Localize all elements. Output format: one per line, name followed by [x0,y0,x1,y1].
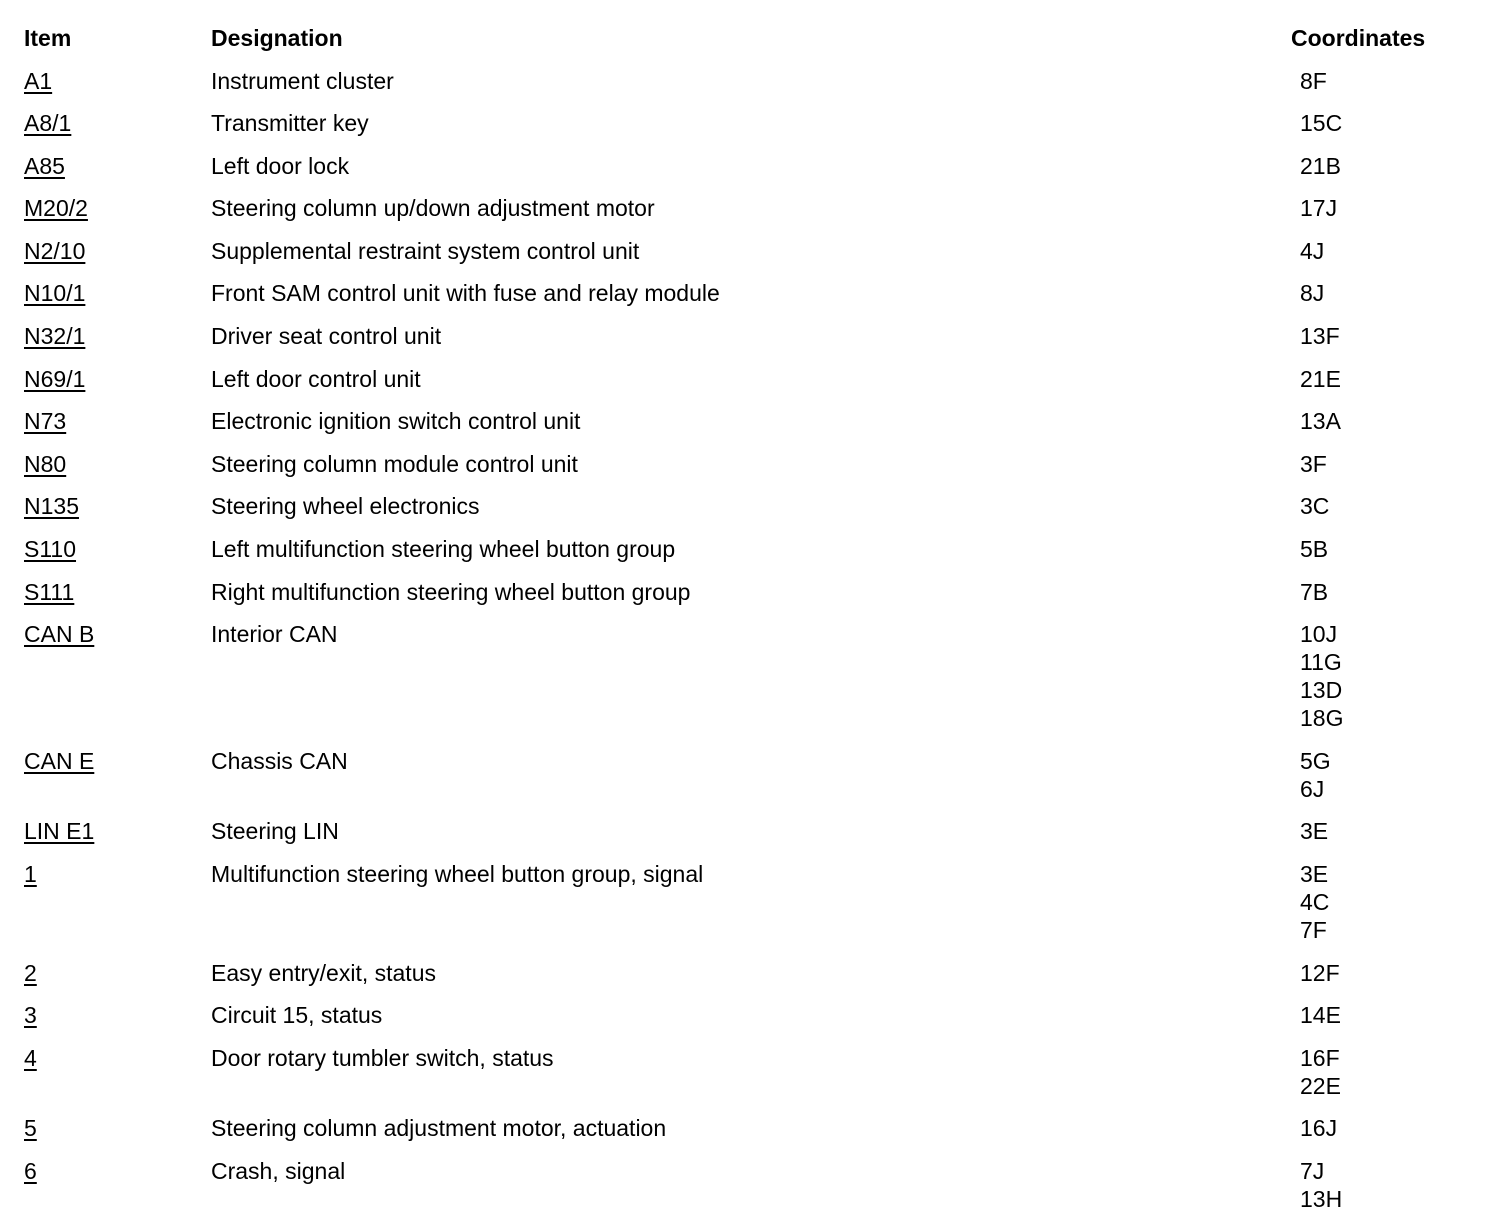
coordinates-cell [1291,860,1329,944]
table-row [24,1157,1484,1213]
table-row [24,578,1484,606]
table-row [24,1001,1484,1029]
designation-cell: Supplemental restraint system control unit [211,237,640,264]
item-link[interactable]: 5 [24,1115,37,1142]
item-link[interactable]: N32/1 [24,323,86,350]
designation-cell: Circuit 15, status [211,1002,383,1029]
item-link[interactable]: 2 [24,959,37,986]
coordinate-value: 5B [1300,536,1329,563]
designation-cell: Steering LIN [211,818,339,845]
item-cell [24,535,211,563]
coordinate-value: 13D [1300,677,1343,704]
designation-cell: Steering column adjustment motor, actuation [211,1115,667,1142]
item-link[interactable]: M20/2 [24,195,88,222]
coordinates-cell [1291,109,1342,137]
coordinates-cell [1291,535,1328,563]
designation-cell: Door rotary tumbler switch, status [211,1044,554,1071]
coordinate-value: 10J [1300,621,1338,648]
table-row [24,959,1484,987]
table-row [24,194,1484,222]
table-row [24,620,1484,732]
table-row [24,817,1484,845]
table-row [24,67,1484,95]
table-row [24,492,1484,520]
coordinates-cell [1291,67,1327,95]
coordinate-value: 6J [1300,775,1325,802]
coordinate-value: 22E [1300,1072,1341,1099]
coordinate-value: 15C [1300,110,1343,137]
designation-cell: Multifunction steering wheel button group, signal [211,861,704,887]
item-cell [24,109,211,137]
designation-cell: Front SAM control unit with fuse and relay module [211,280,720,307]
coordinate-value: 4C [1300,889,1330,915]
item-cell [24,407,211,435]
item-cell [24,492,211,520]
designation-cell: Interior CAN [211,621,338,648]
legend-table [24,24,1484,1228]
coordinate-value: 13H [1300,1185,1343,1212]
designation-cell: Crash, signal [211,1157,346,1184]
coordinate-value: 8F [1300,67,1327,94]
coordinates-cell [1291,578,1328,606]
item-cell [24,194,211,222]
item-link[interactable]: N10/1 [24,280,86,307]
item-link[interactable]: LIN E1 [24,818,95,845]
designation-cell: Transmitter key [211,110,369,137]
table-row [24,365,1484,393]
table-row [24,152,1484,180]
coordinates-cell [1291,279,1324,307]
item-link[interactable]: N80 [24,450,67,477]
item-cell [24,450,211,478]
table-row [24,1044,1484,1100]
item-cell [24,279,211,307]
coordinates-cell [1291,365,1341,393]
item-link[interactable]: N69/1 [24,365,86,392]
item-link[interactable]: A1 [24,67,53,94]
coordinate-value: 3C [1300,493,1330,520]
designation-cell: Chassis CAN [211,747,348,774]
table-header [24,24,1484,52]
coordinates-cell [1291,747,1331,803]
table-row [24,747,1484,803]
designation-cell: Instrument cluster [211,67,394,94]
item-link[interactable]: CAN E [24,747,95,774]
coordinates-cell [1291,959,1340,987]
table-body [24,67,1484,1213]
designation-cell: Easy entry/exit, status [211,959,436,986]
coordinates-cell [1291,237,1324,265]
item-cell [24,67,211,95]
table-row [24,322,1484,350]
item-column-header: Item [24,25,72,51]
item-link[interactable]: 4 [24,1044,37,1071]
coordinate-value: 18G [1300,705,1344,732]
table-row [24,237,1484,265]
coordinates-cell [1291,322,1340,350]
item-cell [24,365,211,393]
item-link[interactable]: N135 [24,493,79,520]
designation-cell: Steering wheel electronics [211,493,480,520]
coordinate-value: 13F [1300,323,1340,350]
coordinates-cell [1291,1114,1337,1142]
item-cell [24,237,211,265]
table-row [24,1114,1484,1142]
coordinate-value: 3F [1300,450,1327,477]
coordinate-value: 11G [1300,649,1342,676]
table-row [24,407,1484,435]
coordinates-cell [1291,817,1328,845]
coordinate-value: 12F [1300,959,1340,986]
designation-column-header: Designation [211,25,343,51]
coordinate-value: 14E [1300,1002,1341,1029]
coordinate-value: 4J [1300,237,1325,264]
item-link[interactable]: S111 [24,578,75,605]
table-row [24,535,1484,563]
item-cell [24,1157,211,1185]
coordinate-value: 3E [1300,818,1329,845]
item-cell [24,152,211,180]
item-link[interactable]: S110 [24,536,77,563]
table-row [24,450,1484,478]
designation-cell: Steering column module control unit [211,450,578,477]
designation-cell: Driver seat control unit [211,323,442,350]
coordinates-cell [1291,194,1337,222]
item-link[interactable]: 6 [24,1157,37,1184]
item-link[interactable]: CAN B [24,621,95,648]
coordinate-value: 7J [1300,1157,1325,1184]
coordinate-value: 5G [1300,747,1331,774]
table-row [24,860,1484,944]
item-cell [24,1044,211,1072]
coordinates-cell [1291,492,1329,520]
item-cell [24,1114,211,1142]
coordinates-cell [1291,407,1341,435]
item-cell [24,620,211,648]
item-cell [24,747,211,775]
coordinate-value: 8J [1300,280,1325,307]
designation-cell: Steering column up/down adjustment motor [211,195,655,222]
item-link[interactable]: A8/1 [24,110,72,137]
coordinate-value: 21E [1300,365,1341,392]
item-link[interactable]: A85 [24,152,65,179]
designation-cell: Left door lock [211,152,350,179]
coordinates-column-header: Coordinates [1291,25,1426,51]
coordinate-value: 13A [1300,408,1341,435]
item-cell [24,322,211,350]
item-link[interactable]: N2/10 [24,237,86,264]
coordinates-cell [1291,1001,1341,1029]
item-cell [24,578,211,606]
coordinate-value: 16F [1300,1044,1340,1071]
item-cell [24,817,211,845]
item-cell [24,1001,211,1029]
item-cell [24,959,211,987]
table-row [24,109,1484,137]
coordinates-cell [1291,1044,1341,1100]
coordinate-value: 7F [1300,917,1327,943]
designation-cell: Right multifunction steering wheel button group [211,578,691,605]
coordinates-cell [1291,620,1343,732]
coordinate-value: 17J [1300,195,1338,222]
designation-cell: Electronic ignition switch control unit [211,408,581,435]
table-row [24,279,1484,307]
item-link[interactable]: 1 [24,861,37,887]
designation-cell: Left multifunction steering wheel button group [211,536,676,563]
item-cell [24,860,211,888]
item-link[interactable]: N73 [24,408,67,435]
coordinates-cell [1291,450,1327,478]
coordinate-value: 16J [1300,1115,1338,1142]
coordinate-value: 21B [1300,152,1341,179]
coordinate-value: 7B [1300,578,1329,605]
coordinates-cell [1291,1157,1342,1213]
coordinates-cell [1291,152,1341,180]
item-link[interactable]: 3 [24,1002,37,1029]
designation-cell: Left door control unit [211,365,421,392]
coordinate-value: 3E [1300,861,1329,887]
